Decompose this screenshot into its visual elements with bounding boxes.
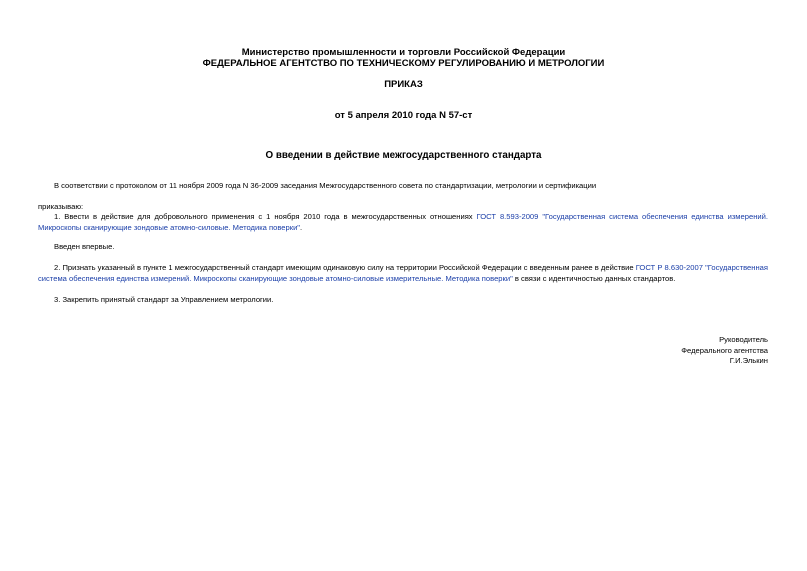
order-item-2: [38, 263, 768, 284]
orders-label: приказываю:: [38, 202, 84, 211]
order-item-1-text: 1. Ввести в действие для добровольного применения с 1 ноября 2010 года в межгосударственных отношениях: [54, 212, 477, 221]
signature-title: Руководитель: [719, 335, 768, 344]
order-subject: О введении в действие межгосударственного стандарта: [265, 150, 542, 161]
signature-name: Г.И.Элькин: [729, 356, 768, 365]
order-item-2-text: 2. Признать указанный в пункте 1 межгосударственный стандарт имеющим одинаковую силу на территории Российской Федерации с введенным ранее в действие: [54, 263, 636, 272]
order-item-3: 3. Закрепить принятый стандарт за Управлением метрологии.: [54, 295, 274, 304]
gost-r-8-630-link[interactable]: ГОСТ Р 8.630-2007 "Государственная система обеспечения единства измерений. Микроскопы сканирующие зондовые атомно-силовые измерительные. Методика поверки": [38, 263, 768, 283]
order-date-number: от 5 апреля 2010 года N 57-ст: [334, 110, 473, 121]
gost-8-593-link[interactable]: ГОСТ 8.593-2009 "Государственная система обеспечения единства измерений. Микроскопы сканирующие зондовые атомно-силовые. Методика поверки": [38, 212, 768, 232]
intro-paragraph: В соответствии с протоколом от 11 ноября 2009 года N 36-2009 заседания Межгосударственного совета по стандартизации, метрологии и сертификации: [54, 181, 597, 190]
agency-heading: ФЕДЕРАЛЬНОЕ АГЕНТСТВО ПО ТЕХНИЧЕСКОМУ РЕГУЛИРОВАНИЮ И МЕТРОЛОГИИ: [202, 58, 605, 69]
order-item-2-end: в связи с идентичностью данных стандартов.: [512, 273, 676, 283]
introduced-note: Введен впервые.: [54, 242, 115, 251]
order-item-1-end: .: [300, 222, 303, 232]
document-type: ПРИКАЗ: [384, 79, 423, 90]
ministry-heading: Министерство промышленности и торговли Российской Федерации: [241, 47, 566, 58]
signature-org: Федерального агентства: [681, 346, 768, 355]
order-item-1: [38, 212, 768, 233]
